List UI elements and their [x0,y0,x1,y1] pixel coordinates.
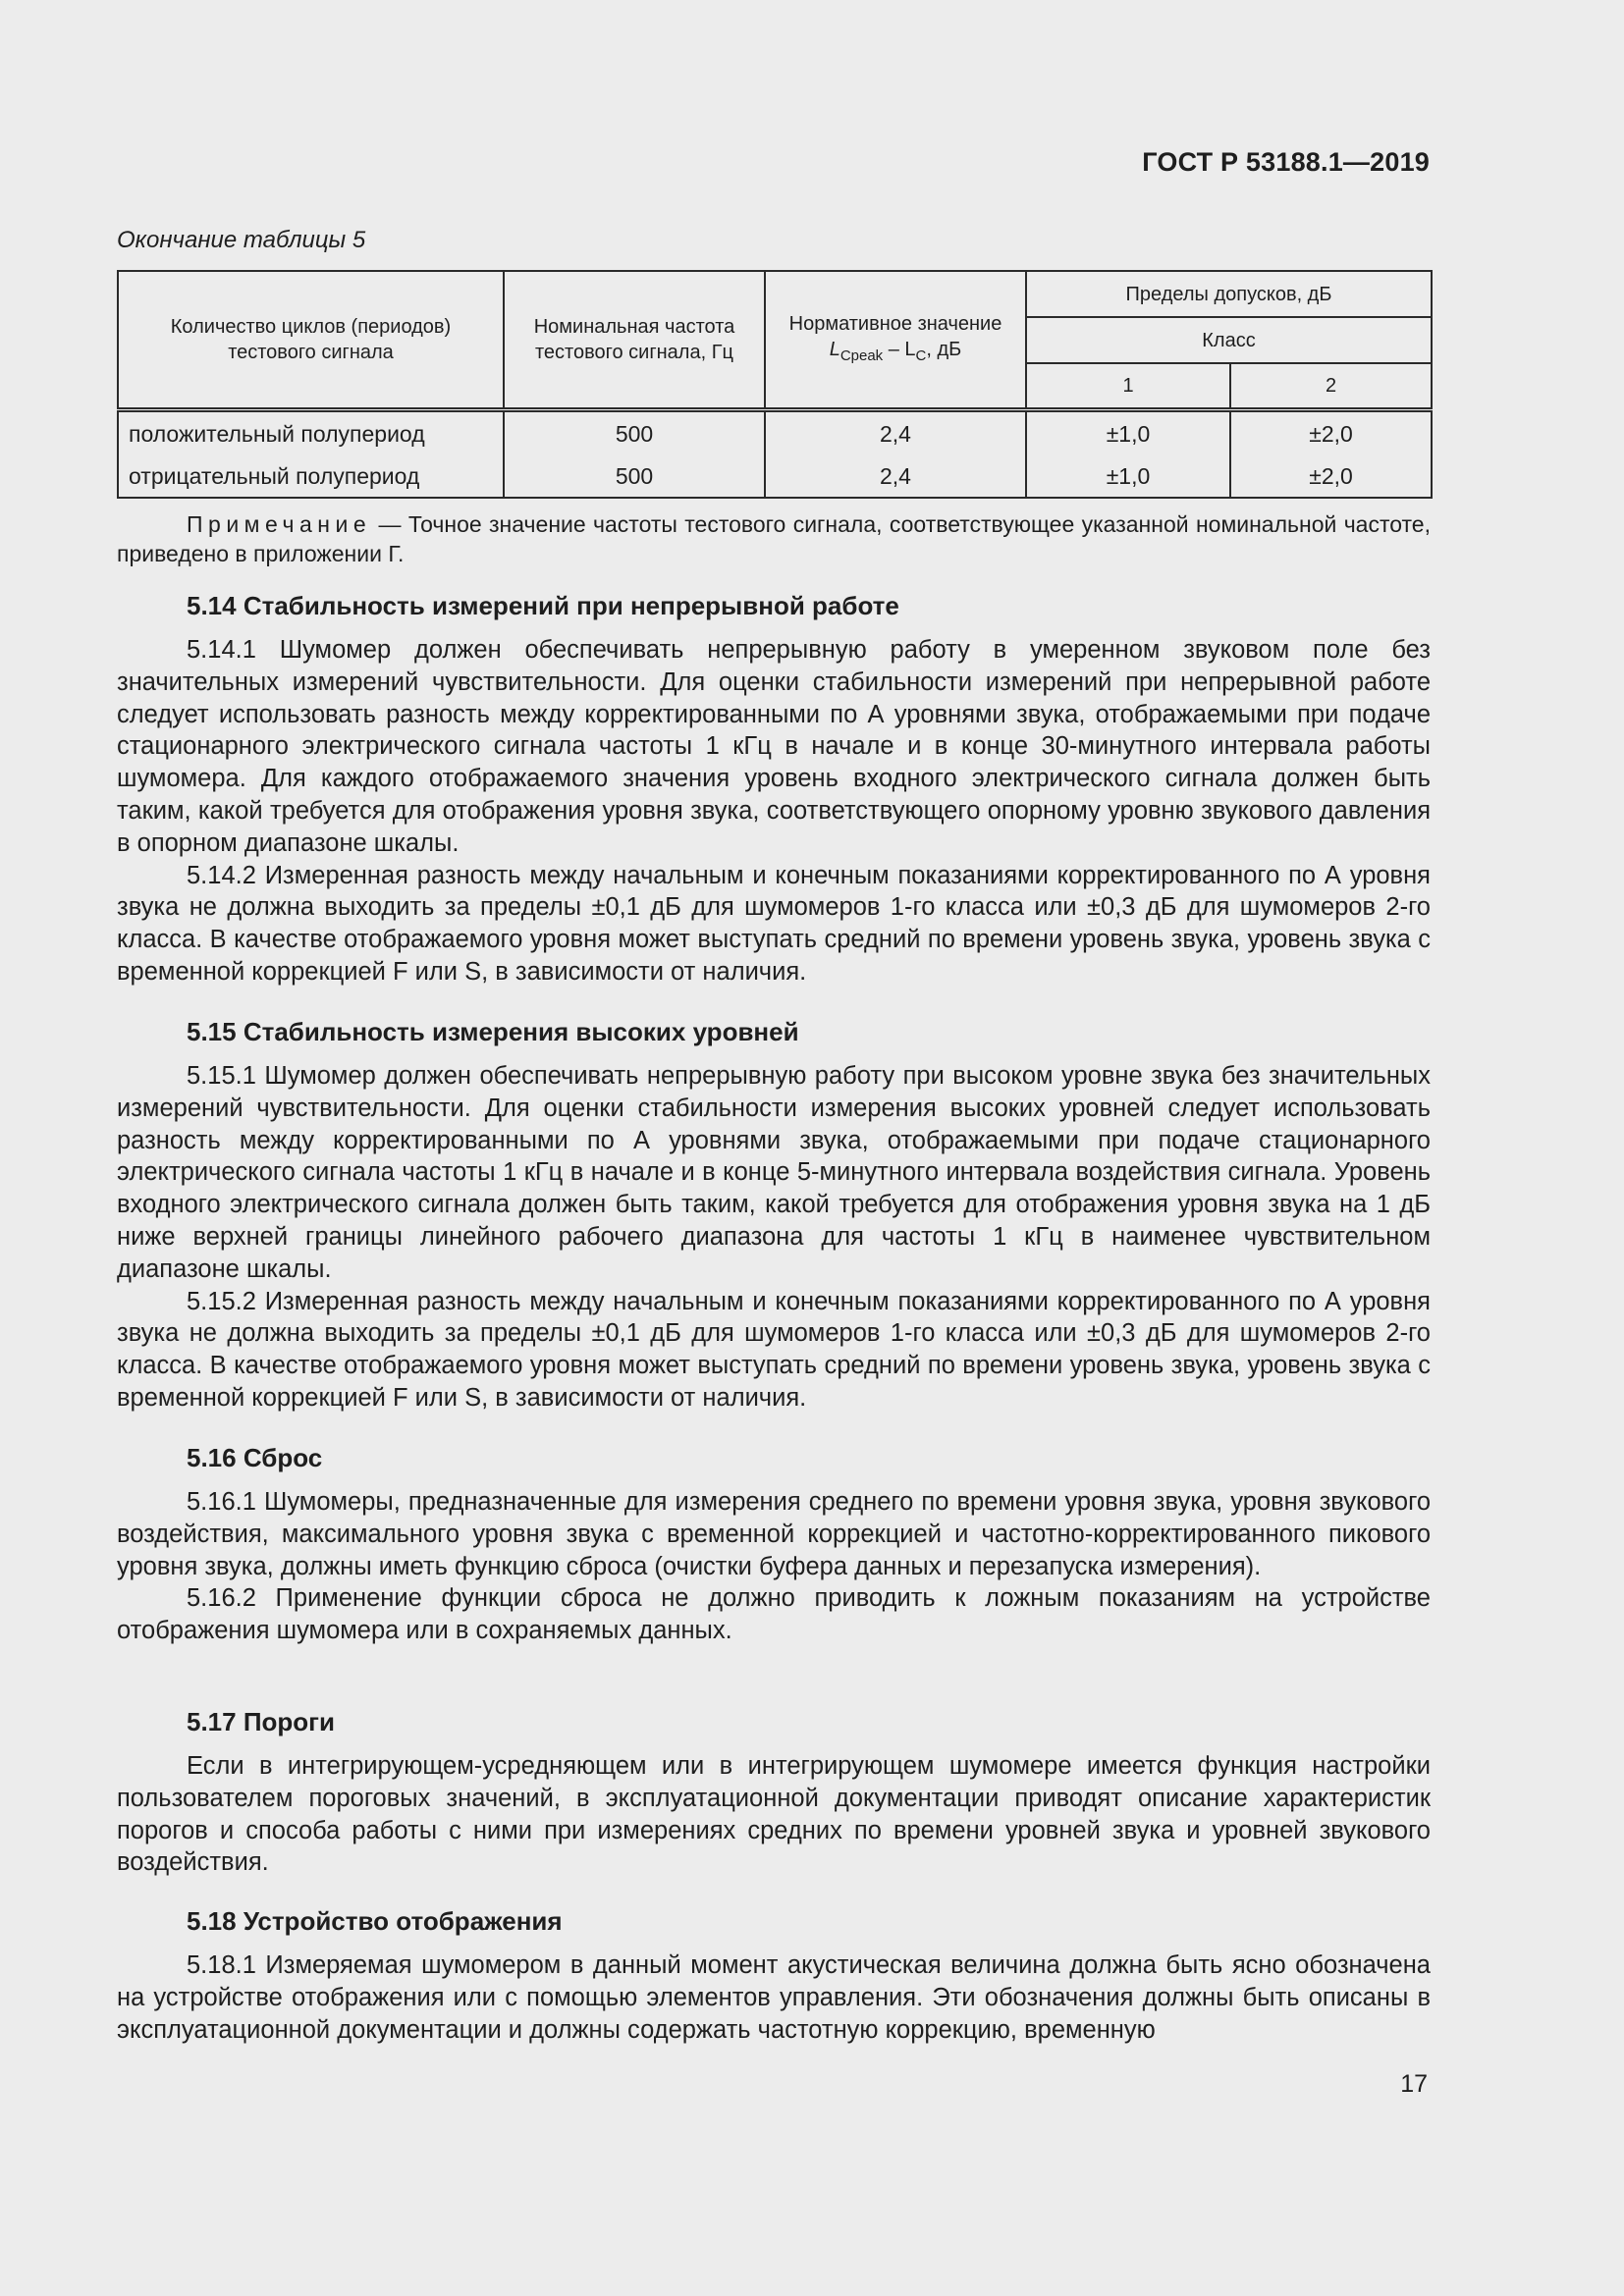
section-title: 5.15 Стабильность измерения высоких уровней [187,1017,799,1046]
header-normative-label: Нормативное значение [788,312,1002,335]
section-5-18 [117,1904,1431,2046]
cell-normative-value: 2,4 [765,454,1026,498]
header-cycles: Количество циклов (периодов) тестового сигнала [118,271,504,410]
cell-normative-value: 2,4 [765,410,1026,455]
note-text: — Точное значение частоты тестового сигнала, соответствующее указанной номинальной частоте, приведено в приложении Г. [117,511,1431,566]
header-normative-mid: – L [883,338,916,360]
header-normative-value [765,271,1026,410]
cell-class-2: ±2,0 [1230,454,1432,498]
table-row [118,454,1432,498]
cell-cycles: положительный полупериод [118,410,504,455]
cell-class-1: ±1,0 [1026,454,1230,498]
paragraph: 5.14.2 Измеренная разность между начальным и конечным показаниями корректированного по А уровня звука не должна выходить за пределы ±0,1 дБ для шумомеров 1-го класса или ±0,3 дБ для шумомеров 2-го класса. В качестве отображаемого уровня может выступать средний по времени уровень звука, уровень звука с временной коррекцией F или S, в зависимости от наличия. [117,861,1431,986]
header-class-2: 2 [1230,363,1432,410]
section-5-15 [117,1015,1431,1415]
section-5-17 [117,1705,1431,1879]
header-nominal-frequency: Номинальная частота тестового сигнала, Гц [504,271,765,410]
table-caption: Окончание таблицы 5 [117,227,366,253]
section-5-14 [117,589,1431,988]
cell-frequency: 500 [504,454,765,498]
paragraph: 5.15.1 Шумомер должен обеспечивать непрерывную работу при высоком уровне звука без значительных измерений чувствительности. Для оценки стабильности измерения высоких уровней следует использовать разность между корректированными по А уровнями звука, отображаемыми при подаче стационарного электрического сигнала частоты 1 кГц в начале и в конце 5-минутного интервала воздействия сигнала. Уровень входного электрического сигнала должен быть таким, какой требуется для отображения уровня звука на 1 дБ ниже верхней границы линейного рабочего диапазона для частоты 1 кГц в наименее чувствительном диапазоне шкалы. [117,1062,1431,1283]
header-class: Класс [1026,317,1432,363]
page-number: 17 [1400,2070,1428,2098]
paragraph: 5.14.1 Шумомер должен обеспечивать непрерывную работу в умеренном звуковом поле без значительных измерений чувствительности. Для оценки стабильности измерений при непрерывной работе следует использовать разность между корректированными по А уровнями звука, отображаемыми при подаче стационарного электрического сигнала частоты 1 кГц в начале и в конце 30-минутного интервала работы шумомера. Для каждого отображаемого значения уровень входного электрического сигнала должен быть таким, какой требуется для отображения уровня звука, соответствующего опорному уровню звукового давления в опорном диапазоне шкалы. [117,636,1431,857]
section-title: 5.18 Устройство отображения [187,1906,563,1936]
table-5 [117,270,1433,499]
table-note [117,509,1431,568]
paragraph: 5.18.1 Измеряемая шумомером в данный момент акустическая величина должна быть ясно обозначена на устройстве отображения или с помощью элементов управления. Эти обозначения должны быть описаны в эксплуатационной документации и должны содержать частотную коррекцию, временную [117,1951,1431,2044]
header-normative-sub1: Cpeak [839,347,884,364]
section-5-16 [117,1441,1431,1647]
header-limits: Пределы допусков, дБ [1026,271,1432,317]
header-normative-sub2: C [915,347,927,364]
table-row [118,410,1432,455]
paragraph: 5.15.2 Измеренная разность между начальным и конечным показаниями корректированного по А уровня звука не должна выходить за пределы ±0,1 дБ для шумомеров 1-го класса или ±0,3 дБ для шумомеров 2-го класса. В качестве отображаемого уровня может выступать средний по времени уровень звука, уровень звука с временной коррекцией F или S, в зависимости от наличия. [117,1287,1431,1412]
document-id: ГОСТ Р 53188.1—2019 [1142,147,1430,177]
header-normative-unit: , дБ [926,338,962,360]
cell-class-1: ±1,0 [1026,410,1230,455]
paragraph: 5.16.2 Применение функции сброса не должно приводить к ложным показаниям на устройстве отображения шумомера или в сохраняемых данных. [117,1584,1431,1645]
paragraph: 5.16.1 Шумомеры, предназначенные для измерения среднего по времени уровня звука, уровня звукового воздействия, максимального уровня звука с временной коррекцией и частотно-корректированного пикового уровня звука, должны иметь функцию сброса (очистки буфера данных и перезапуска измерения). [117,1488,1431,1580]
header-normative-L1: L [829,338,840,360]
note-label: Примечание [187,511,372,537]
cell-class-2: ±2,0 [1230,410,1432,455]
paragraph: Если в интегрирующем-усредняющем или в интегрирующем шумомере имеется функция настройки пользователем пороговых значений, в эксплуатационной документации приводят описание характеристик порогов и способа работы с ними при измерениях средних по времени уровней звука и уровней звукового воздействия. [117,1752,1431,1877]
cell-frequency: 500 [504,410,765,455]
section-title: 5.14 Стабильность измерений при непрерывной работе [187,591,899,620]
section-title: 5.17 Пороги [187,1707,335,1736]
cell-cycles: отрицательный полупериод [118,454,504,498]
header-class-1: 1 [1026,363,1230,410]
section-title: 5.16 Сброс [187,1443,323,1472]
